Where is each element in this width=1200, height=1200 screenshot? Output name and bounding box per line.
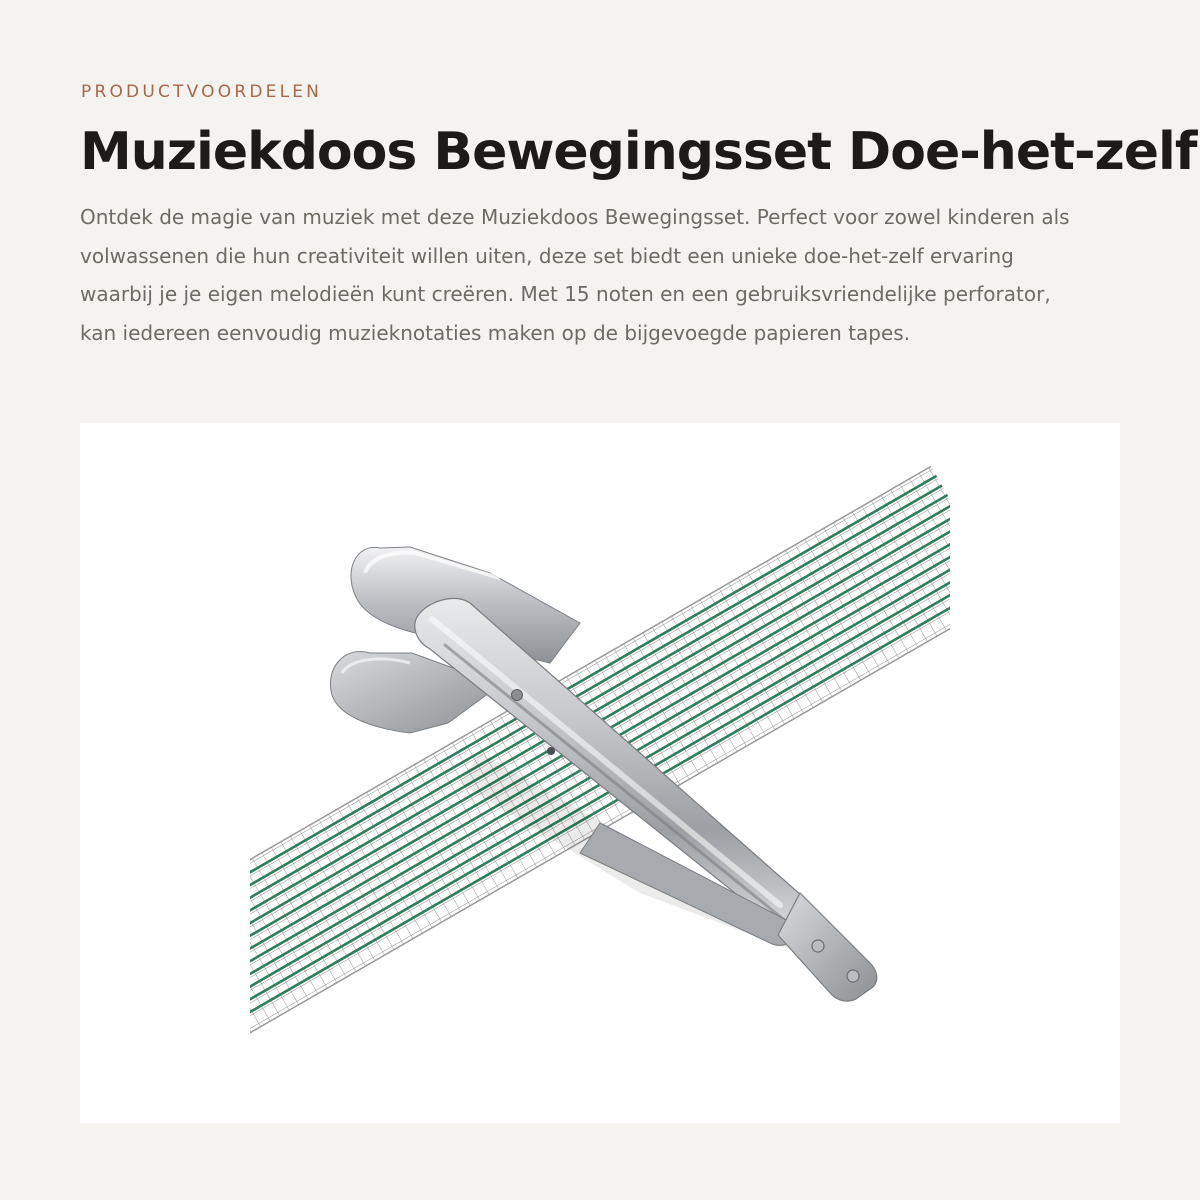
product-image: [80, 423, 1120, 1123]
section-eyebrow: PRODUCTVOORDELEN: [81, 82, 323, 102]
product-title: Muziekdoos Bewegingsset Doe-het-zelf: [80, 122, 1197, 182]
product-description: Ontdek de magie van muziek met deze Muziekdoos Bewegingsset. Perfect voor zowel kinderen als volwassenen die hun creativiteit willen uiten, deze set biedt een unieke doe-het-zelf ervaring waarbij je je eigen melodieën kunt creëren. Met 15 noten en een gebruiksvriendelijke perforator, kan iedereen eenvoudig muzieknotaties maken op de bijgevoegde papieren tapes.: [80, 205, 1070, 345]
hole-punch-on-paper-strip-icon: [80, 423, 1120, 1123]
